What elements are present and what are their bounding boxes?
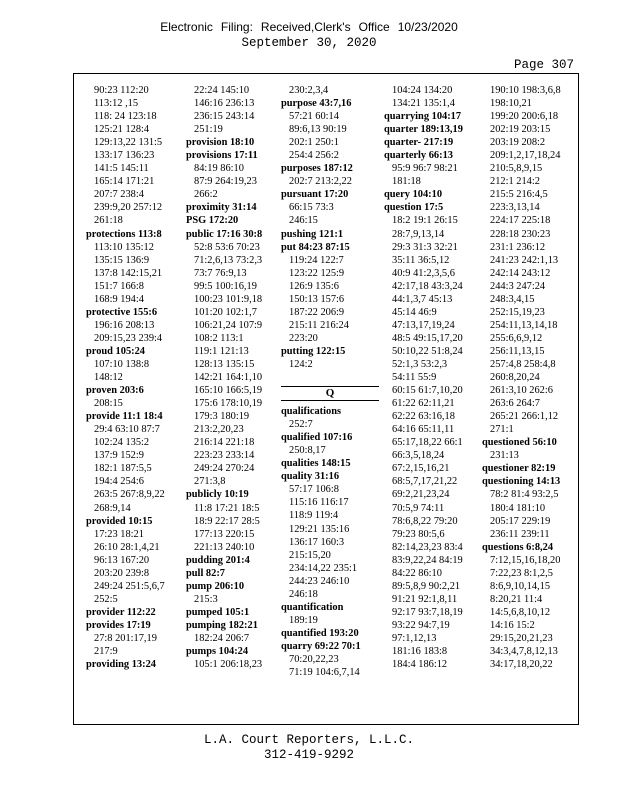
index-citation: 194:4 254:6 bbox=[94, 476, 144, 488]
index-citation: 221:13 240:10 bbox=[194, 541, 255, 553]
index-citation: 236:15 243:14 bbox=[194, 111, 255, 123]
index-citation: 129:13,22 131:5 bbox=[94, 137, 163, 149]
index-word: quarterly 66:13 bbox=[384, 150, 453, 162]
index-word: pump 206:10 bbox=[186, 580, 245, 592]
index-citation: 202:7 213:2,22 bbox=[289, 176, 352, 188]
index-word: provisions 17:11 bbox=[186, 150, 258, 162]
index-citation: 212:1 214:2 bbox=[490, 176, 540, 188]
index-citation: 215:15,20 bbox=[289, 549, 331, 561]
index-citation: 213:2,20,23 bbox=[194, 424, 244, 436]
index-citation: 29:15,20,21,23 bbox=[490, 632, 553, 644]
index-citation: 105:1 206:18,23 bbox=[194, 659, 263, 671]
index-word: provision 18:10 bbox=[186, 137, 255, 149]
index-citation: 90:23 112:20 bbox=[94, 85, 149, 96]
index-citation: 52:8 53:6 70:23 bbox=[194, 241, 260, 253]
filing-stamp bbox=[0, 20, 618, 34]
index-word: providing 13:24 bbox=[86, 659, 156, 671]
index-word: quarter- 217:19 bbox=[384, 137, 454, 149]
index-citation: 67:2,15,16,21 bbox=[392, 463, 450, 475]
index-word: quantified 193:20 bbox=[281, 627, 359, 639]
index-citation: 35:11 36:5,12 bbox=[392, 254, 450, 266]
index-citation: 8:6,9,10,14,15 bbox=[490, 580, 551, 592]
index-citation: 125:21 128:4 bbox=[94, 124, 150, 136]
index-citation: 261:18 bbox=[94, 215, 123, 227]
index-citation: 182:24 206:7 bbox=[194, 632, 250, 644]
index-citation: 181:16 183:8 bbox=[392, 646, 448, 658]
index-citation: 29:4 63:10 87:7 bbox=[94, 424, 160, 436]
index-citation: 93:22 94:7,19 bbox=[392, 619, 450, 631]
index-citation: 261:3,10 262:6 bbox=[490, 385, 553, 397]
index-citation: 123:22 125:9 bbox=[289, 267, 345, 279]
index-citation: 96:13 167:20 bbox=[94, 554, 150, 566]
index-citation: 28:7,9,13,14 bbox=[392, 228, 445, 240]
index-column-2 bbox=[186, 84, 284, 671]
index-citation: 256:11,13,15 bbox=[490, 345, 545, 357]
index-citation: 263:6 264:7 bbox=[490, 398, 540, 410]
transcript-date: September 30, 2020 bbox=[241, 36, 377, 50]
index-citation: 64:16 65:11,11 bbox=[392, 424, 455, 436]
index-word: quarrying 104:17 bbox=[384, 111, 462, 123]
index-column-1 bbox=[86, 84, 184, 671]
index-citation: 142:21 164:1,10 bbox=[194, 372, 263, 384]
index-citation: 118:9 119:4 bbox=[289, 510, 339, 522]
index-citation: 84:22 86:10 bbox=[392, 567, 442, 579]
index-citation: 65:17,18,22 66:1 bbox=[392, 437, 463, 449]
index-citation: 224:17 225:18 bbox=[490, 215, 551, 227]
index-citation: 50:10,22 51:8,24 bbox=[392, 345, 463, 357]
index-citation: 71:19 104:6,7,14 bbox=[289, 667, 360, 679]
index-citation: 230:2,3,4 bbox=[289, 85, 329, 96]
index-citation: 228:18 230:23 bbox=[490, 228, 551, 240]
index-word: quantification bbox=[281, 601, 344, 613]
index-citation: 223:20 bbox=[289, 332, 318, 344]
index-citation: 203:19 208:2 bbox=[490, 137, 546, 149]
index-citation: 151:7 166:8 bbox=[94, 280, 144, 292]
index-citation: 113:10 135:12 bbox=[94, 241, 154, 253]
index-citation: 66:3,5,18,24 bbox=[392, 450, 445, 462]
index-word: publicly 10:19 bbox=[186, 489, 249, 501]
index-citation: 210:5,8,9,15 bbox=[490, 163, 543, 175]
index-citation: 69:2,21,23,24 bbox=[392, 489, 450, 501]
index-citation: 271:3,8 bbox=[194, 476, 226, 488]
index-citation: 34:3,4,7,8,12,13 bbox=[490, 646, 558, 658]
index-word: provides 17:19 bbox=[86, 619, 151, 631]
index-word: proven 203:6 bbox=[86, 385, 144, 397]
index-citation: 136:17 160:3 bbox=[289, 536, 345, 548]
filing-word: Received,Clerk's bbox=[260, 20, 351, 34]
index-word: PSG 172:20 bbox=[186, 215, 239, 227]
index-word: public 17:16 30:8 bbox=[186, 228, 263, 240]
index-citation: 8:20,21 11:4 bbox=[490, 593, 543, 605]
index-word: pursuant 17:20 bbox=[281, 189, 349, 201]
index-citation: 180:4 181:10 bbox=[490, 502, 546, 514]
index-word: provided 10:15 bbox=[86, 515, 153, 527]
index-citation: 254:11,13,14,18 bbox=[490, 319, 558, 331]
index-word: pushing 121:1 bbox=[281, 228, 344, 240]
index-citation: 101:20 102:1,7 bbox=[194, 306, 257, 318]
index-word: putting 122:15 bbox=[281, 345, 346, 357]
index-citation: 66:15 73:3 bbox=[289, 202, 334, 214]
index-citation: 118: 24 123:18 bbox=[94, 111, 157, 123]
index-citation: 99:5 100:16,19 bbox=[194, 280, 257, 292]
index-citation: 128:13 135:15 bbox=[194, 358, 255, 370]
index-citation: 7:22,23 8:1,2,5 bbox=[490, 567, 553, 579]
index-word: questioning 14:13 bbox=[482, 476, 561, 488]
index-citation: 17:23 18:21 bbox=[94, 528, 144, 540]
index-citation: 268:9,14 bbox=[94, 502, 131, 514]
index-citation: 217:9 bbox=[94, 646, 118, 658]
index-word: purposes 187:12 bbox=[281, 163, 353, 175]
index-citation: 40:9 41:2,3,5,6 bbox=[392, 267, 455, 279]
filing-word: Filing: bbox=[220, 20, 253, 34]
index-column-5 bbox=[482, 84, 580, 671]
index-citation: 190:10 198:3,6,8 bbox=[490, 85, 561, 96]
index-citation: 179:3 180:19 bbox=[194, 411, 250, 423]
index-citation: 203:20 239:8 bbox=[94, 567, 150, 579]
index-citation: 216:14 221:18 bbox=[194, 437, 255, 449]
index-citation: 141:5 145:11 bbox=[94, 163, 149, 175]
index-citation: 177:13 220:15 bbox=[194, 528, 255, 540]
index-word: proximity 31:14 bbox=[186, 202, 257, 214]
index-citation: 91:21 92:1,8,11 bbox=[392, 593, 458, 605]
index-citation: 104:24 134:20 bbox=[392, 85, 453, 96]
index-citation: 92:17 93:7,18,19 bbox=[392, 606, 463, 618]
index-citation: 246:15 bbox=[289, 215, 318, 227]
index-citation: 61:22 62:11,21 bbox=[392, 398, 455, 410]
index-citation: 89:5,8,9 90:2,21 bbox=[392, 580, 461, 592]
index-citation: 108:2 113:1 bbox=[194, 332, 244, 344]
index-citation: 134:21 135:1,4 bbox=[392, 98, 455, 110]
index-citation: 234:14,22 235:1 bbox=[289, 562, 358, 574]
index-citation: 215:3 bbox=[194, 593, 218, 605]
index-citation: 60:15 61:7,10,20 bbox=[392, 385, 463, 397]
index-citation: 189:19 bbox=[289, 614, 318, 626]
index-citation: 252:15,19,23 bbox=[490, 306, 545, 318]
index-citation: 205:17 229:19 bbox=[490, 515, 551, 527]
index-column-3 bbox=[281, 84, 379, 679]
index-citation: 254:4 256:2 bbox=[289, 150, 339, 162]
index-word: questions 6:8,24 bbox=[482, 541, 554, 553]
index-citation: 73:7 76:9,13 bbox=[194, 267, 247, 279]
index-citation: 244:3 247:24 bbox=[490, 280, 546, 292]
filing-word: Electronic bbox=[160, 20, 213, 34]
index-citation: 57:21 60:14 bbox=[289, 111, 339, 123]
section-letter: Q bbox=[281, 386, 379, 401]
index-citation: 129:21 135:16 bbox=[289, 523, 350, 535]
index-word: questioner 82:19 bbox=[482, 463, 556, 475]
index-citation: 223:23 233:14 bbox=[194, 450, 255, 462]
index-citation: 18:2 19:1 26:15 bbox=[392, 215, 458, 227]
index-word: quarry 69:22 70:1 bbox=[281, 640, 361, 652]
index-citation: 231:1 236:12 bbox=[490, 241, 546, 253]
index-word: qualified 107:16 bbox=[281, 432, 353, 444]
index-word: provider 112:22 bbox=[86, 606, 156, 618]
index-word: query 104:10 bbox=[384, 189, 443, 201]
index-citation: 148:12 bbox=[94, 372, 123, 384]
index-citation: 241:23 242:1,13 bbox=[490, 254, 559, 266]
index-citation: 107:10 138:8 bbox=[94, 358, 150, 370]
index-citation: 207:7 238:4 bbox=[94, 189, 144, 201]
index-citation: 249:24 251:5,6,7 bbox=[94, 580, 165, 592]
index-citation: 181:18 bbox=[392, 176, 421, 188]
index-word: pumping 182:21 bbox=[186, 619, 258, 631]
index-citation: 45:14 46:9 bbox=[392, 306, 437, 318]
index-word: pumps 104:24 bbox=[186, 646, 249, 658]
index-citation: 7:12,15,16,18,20 bbox=[490, 554, 561, 566]
index-citation: 196:16 208:13 bbox=[94, 319, 155, 331]
index-citation: 137:8 142:15,21 bbox=[94, 267, 163, 279]
index-citation: 135:15 136:9 bbox=[94, 254, 150, 266]
index-citation: 47:13,17,19,24 bbox=[392, 319, 455, 331]
index-citation: 70:5,9 74:11 bbox=[392, 502, 445, 514]
index-word: put 84:23 87:15 bbox=[281, 241, 350, 253]
index-citation: 119:24 122:7 bbox=[289, 254, 344, 266]
index-citation: 223:3,13,14 bbox=[490, 202, 540, 214]
index-citation: 89:6,13 90:19 bbox=[289, 124, 347, 136]
index-citation: 165:10 166:5,19 bbox=[194, 385, 263, 397]
index-citation: 34:17,18,20,22 bbox=[490, 659, 553, 671]
index-citation: 265:21 266:1,12 bbox=[490, 411, 559, 423]
index-citation: 62:22 63:16,18 bbox=[392, 411, 455, 423]
index-word: pumped 105:1 bbox=[186, 606, 250, 618]
index-citation: 202:1 250:1 bbox=[289, 137, 339, 149]
index-citation: 257:4,8 258:4,8 bbox=[490, 358, 556, 370]
index-citation: 106:21,24 107:9 bbox=[194, 319, 263, 331]
index-citation: 239:9,20 257:12 bbox=[94, 202, 163, 214]
index-citation: 198:10,21 bbox=[490, 98, 532, 110]
filing-word: 10/23/2020 bbox=[397, 20, 458, 34]
filing-word: Office bbox=[358, 20, 390, 34]
index-citation: 78:6,8,22 79:20 bbox=[392, 515, 458, 527]
index-word: protections 113:8 bbox=[86, 228, 162, 240]
index-citation: 260:8,20,24 bbox=[490, 372, 540, 384]
index-word: provide 11:1 18:4 bbox=[86, 411, 163, 423]
index-citation: 252:7 bbox=[289, 419, 313, 431]
index-citation: 102:24 135:2 bbox=[94, 437, 150, 449]
index-citation: 22:24 145:10 bbox=[194, 85, 250, 96]
index-word: proud 105:24 bbox=[86, 345, 145, 357]
index-citation: 115:16 116:17 bbox=[289, 497, 349, 509]
index-citation: 248:3,4,15 bbox=[490, 293, 535, 305]
index-citation: 244:23 246:10 bbox=[289, 575, 350, 587]
index-citation: 187:22 206:9 bbox=[289, 306, 345, 318]
index-citation: 251:19 bbox=[194, 124, 223, 136]
index-citation: 95:9 96:7 98:21 bbox=[392, 163, 458, 175]
index-citation: 266:2 bbox=[194, 189, 218, 201]
index-citation: 209:15,23 239:4 bbox=[94, 332, 163, 344]
index-citation: 68:5,7,17,21,22 bbox=[392, 476, 458, 488]
index-citation: 137:9 152:9 bbox=[94, 450, 144, 462]
index-citation: 26:10 28:1,4,21 bbox=[94, 541, 160, 553]
index-citation: 44:1,3,7 45:13 bbox=[392, 293, 453, 305]
index-word: pudding 201:4 bbox=[186, 554, 250, 566]
index-citation: 83:9,22,24 84:19 bbox=[392, 554, 463, 566]
reporter-phone: 312-419-9292 bbox=[263, 748, 354, 762]
index-citation: 87:9 264:19,23 bbox=[194, 176, 257, 188]
index-citation: 70:20,22,23 bbox=[289, 653, 339, 665]
index-citation: 18:9 22:17 28:5 bbox=[194, 515, 260, 527]
index-citation: 246:18 bbox=[289, 588, 318, 600]
index-citation: 199:20 200:6,18 bbox=[490, 111, 559, 123]
index-citation: 165:14 171:21 bbox=[94, 176, 155, 188]
index-citation: 124:2 bbox=[289, 358, 313, 370]
index-citation: 249:24 270:24 bbox=[194, 463, 255, 475]
index-citation: 100:23 101:9,18 bbox=[194, 293, 263, 305]
index-citation: 242:14 243:12 bbox=[490, 267, 551, 279]
index-citation: 14:16 15:2 bbox=[490, 619, 535, 631]
index-citation: 182:1 187:5,5 bbox=[94, 463, 152, 475]
index-citation: 208:15 bbox=[94, 398, 123, 410]
index-citation: 52:1,3 53:2,3 bbox=[392, 358, 448, 370]
index-citation: 150:13 157:6 bbox=[289, 293, 345, 305]
index-citation: 29:3 31:3 32:21 bbox=[392, 241, 458, 253]
index-citation: 71:2,6,13 73:2,3 bbox=[194, 254, 263, 266]
index-citation: 48:5 49:15,17,20 bbox=[392, 332, 463, 344]
index-word: quarter 189:13,19 bbox=[384, 124, 463, 136]
index-citation: 126:9 135:6 bbox=[289, 280, 339, 292]
index-citation: 168:9 194:4 bbox=[94, 293, 144, 305]
index-citation: 27:8 201:17,19 bbox=[94, 632, 157, 644]
index-word: qualifications bbox=[281, 406, 342, 418]
index-word: questioned 56:10 bbox=[482, 437, 557, 449]
index-citation: 215:5 216:4,5 bbox=[490, 189, 548, 201]
index-citation: 113:12 ,15 bbox=[94, 98, 139, 110]
index-word: purpose 43:7,16 bbox=[281, 98, 352, 110]
index-citation: 175:6 178:10,19 bbox=[194, 398, 263, 410]
index-frame bbox=[73, 73, 579, 725]
index-word: quality 31:16 bbox=[281, 471, 340, 483]
index-citation: 133:17 136:23 bbox=[94, 150, 155, 162]
index-citation: 209:1,2,17,18,24 bbox=[490, 150, 561, 162]
footer bbox=[0, 733, 618, 763]
index-word: pull 82:7 bbox=[186, 567, 225, 579]
spacer bbox=[281, 371, 379, 384]
index-citation: 54:11 55:9 bbox=[392, 372, 437, 384]
index-citation: 84:19 86:10 bbox=[194, 163, 244, 175]
index-citation: 252:5 bbox=[94, 593, 118, 605]
index-citation: 236:11 239:11 bbox=[490, 528, 550, 540]
index-citation: 255:6,6,9,12 bbox=[490, 332, 543, 344]
index-word: protective 155:6 bbox=[86, 306, 158, 318]
index-citation: 79:23 80:5,6 bbox=[392, 528, 445, 540]
index-word: qualities 148:15 bbox=[281, 458, 351, 470]
index-citation: 271:1 bbox=[490, 424, 514, 436]
index-citation: 146:16 236:13 bbox=[194, 98, 255, 110]
index-citation: 57:17 106:8 bbox=[289, 484, 339, 496]
index-citation: 250:8,17 bbox=[289, 445, 326, 457]
index-citation: 11:8 17:21 18:5 bbox=[194, 502, 260, 514]
reporter-company: L.A. Court Reporters, L.L.C. bbox=[203, 733, 415, 747]
index-word: question 17:5 bbox=[384, 202, 444, 214]
index-citation: 231:13 bbox=[490, 450, 519, 462]
page-number: Page 307 bbox=[513, 58, 574, 72]
index-citation: 14:5,6,8,10,12 bbox=[490, 606, 551, 618]
index-column-4 bbox=[384, 84, 482, 671]
index-citation: 119:1 121:13 bbox=[194, 345, 249, 357]
index-citation: 215:11 216:24 bbox=[289, 319, 349, 331]
index-citation: 82:14,23,23 83:4 bbox=[392, 541, 463, 553]
index-citation: 263:5 267:8,9,22 bbox=[94, 489, 165, 501]
index-citation: 97:1,12,13 bbox=[392, 632, 437, 644]
index-citation: 78:2 81:4 93:2,5 bbox=[490, 489, 559, 501]
index-citation: 42:17,18 43:3,24 bbox=[392, 280, 463, 292]
index-citation: 202:19 203:15 bbox=[490, 124, 551, 136]
index-citation: 184:4 186:12 bbox=[392, 659, 448, 671]
